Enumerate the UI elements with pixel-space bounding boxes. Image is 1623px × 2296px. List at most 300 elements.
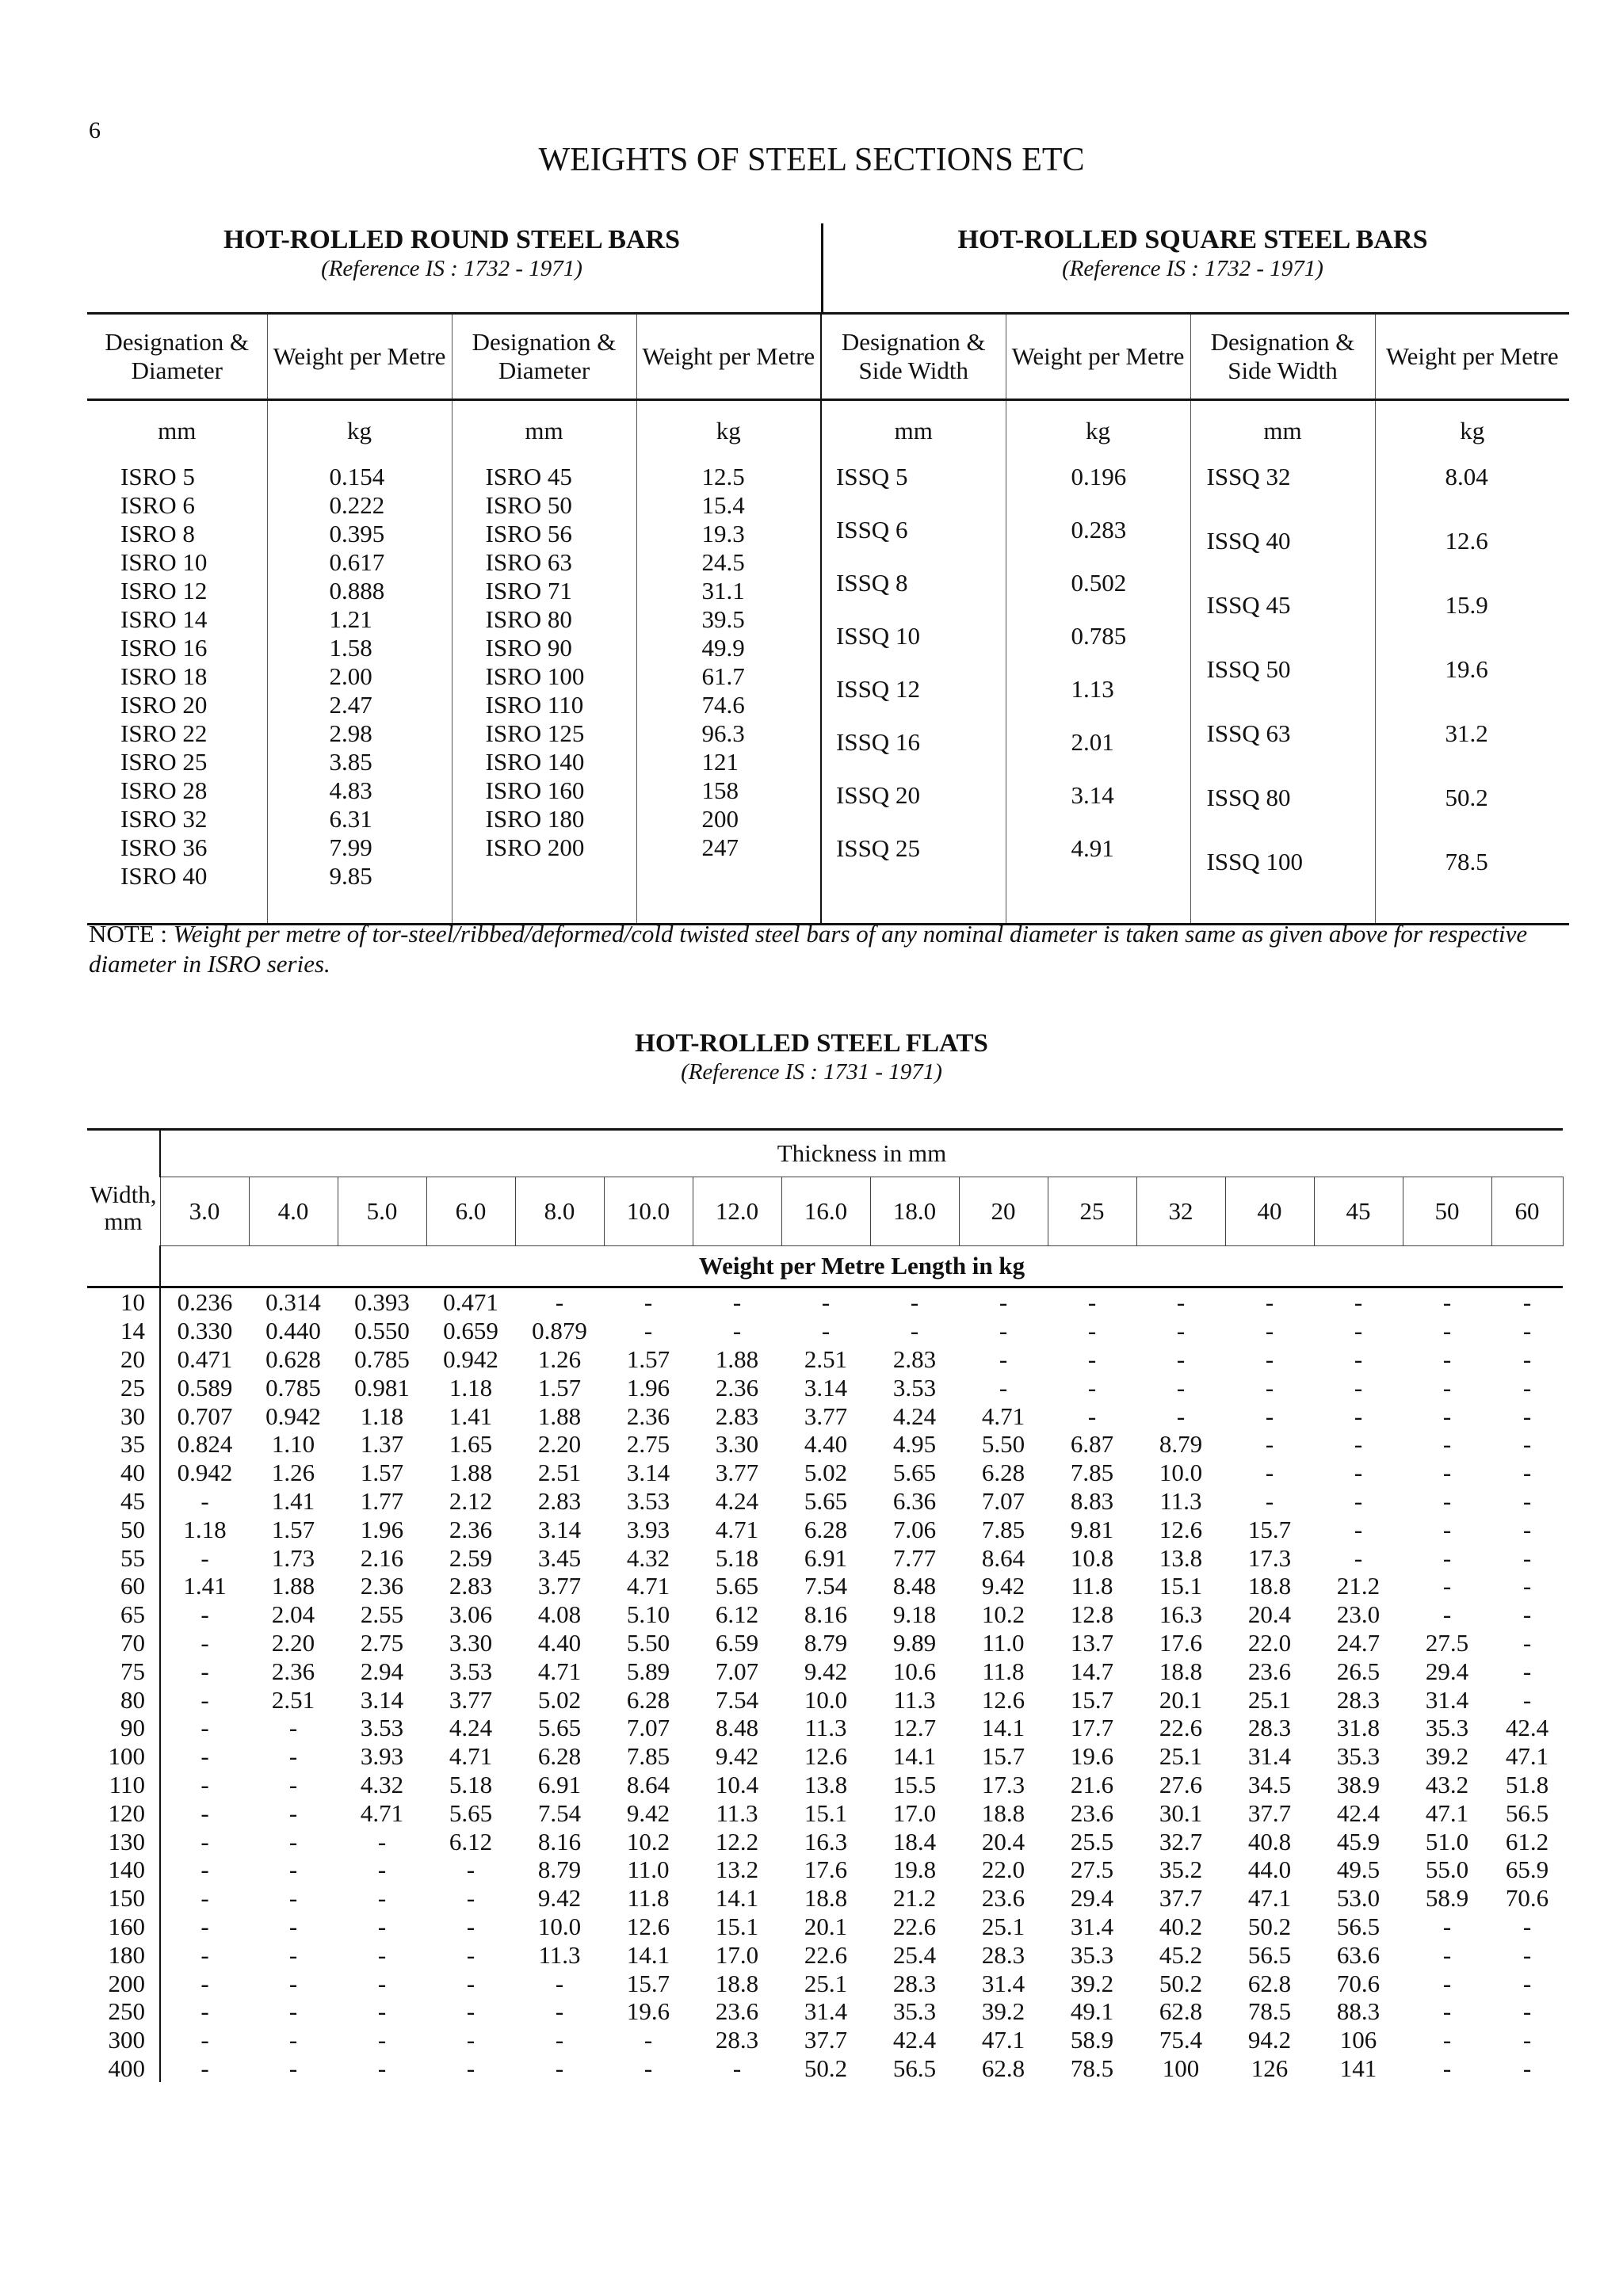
weight-cell: - (643, 2026, 653, 2054)
weight-cell: 61.2 (1505, 1827, 1549, 1855)
round-designation: ISRO 90 (485, 634, 572, 662)
weight-cell: 8.16 (537, 1827, 582, 1855)
table-row (87, 1345, 1563, 1374)
round-weight: 19.3 (701, 520, 745, 547)
weight-cell: 3.53 (449, 1657, 493, 1685)
weight-cell: - (643, 1317, 653, 1345)
round-weight: 2.47 (329, 691, 372, 719)
table-row (87, 1855, 1563, 1884)
weight-cell: 3.77 (537, 1572, 582, 1600)
weight-cell: 0.330 (177, 1317, 233, 1345)
round-weight: 4.83 (329, 776, 372, 804)
weight-cell: 35.3 (1425, 1714, 1469, 1742)
bars-unit-row (87, 400, 1569, 462)
weight-cell: 63.6 (1336, 1940, 1381, 1969)
round-weight: 6.31 (329, 805, 372, 833)
weight-cell: 6.28 (804, 1515, 848, 1543)
weight-cell: - (1522, 1940, 1532, 1969)
weight-cell: 3.14 (360, 1685, 404, 1714)
weight-cell: 0.314 (265, 1288, 321, 1317)
weight-cell: 4.24 (449, 1714, 493, 1742)
square-left-weights (1006, 461, 1190, 925)
weight-cell: 47.1 (981, 2026, 1025, 2054)
weight-cell: 25.5 (1070, 1827, 1114, 1855)
weight-cell: - (1176, 1402, 1186, 1430)
weight-cell: - (200, 1855, 209, 1884)
square-designation: ISSQ 45 (1206, 591, 1291, 619)
weight-cell: - (1442, 1940, 1452, 1969)
weight-cell: 5.65 (892, 1459, 937, 1487)
weight-caption: Weight per Metre Length in kg (160, 1246, 1563, 1287)
round-weight: 2.00 (329, 662, 372, 690)
weight-cell: - (1442, 1912, 1452, 1940)
square-designation: ISSQ 32 (1206, 463, 1291, 490)
note-text: Weight per metre of tor-steel/ribbed/deformed/cold twisted steel bars of any nominal diameter is taken same as given above for respective diameter in ISRO series. (89, 920, 1528, 978)
weight-cell: 12.8 (1070, 1600, 1114, 1629)
weight-cell: - (1522, 1402, 1532, 1430)
weight-cell: 0.981 (354, 1373, 410, 1402)
round-bars-title: HOT-ROLLED ROUND STEEL BARS (223, 225, 680, 254)
weight-cell: 8.64 (981, 1543, 1025, 1572)
weight-cell: 0.824 (177, 1430, 233, 1459)
weight-cell: - (200, 1912, 209, 1940)
square-designation: ISSQ 40 (1206, 527, 1291, 555)
weight-cell: 15.1 (804, 1798, 848, 1827)
square-col-designation-1: Designation & Side Width (821, 314, 1006, 400)
width-caption: Width, mm (87, 1130, 160, 1287)
weight-cell: - (200, 1940, 209, 1969)
weight-cell: 62.8 (1159, 1997, 1203, 2026)
thickness-header: 18.0 (870, 1177, 959, 1246)
thickness-header: 8.0 (515, 1177, 604, 1246)
weight-cell: - (910, 1317, 919, 1345)
table-row (87, 1969, 1563, 1997)
weight-cell: 50.2 (1159, 1969, 1203, 1997)
weight-cell: 9.42 (804, 1657, 848, 1685)
weight-cell: - (466, 1997, 475, 2026)
thickness-header: 6.0 (426, 1177, 515, 1246)
round-bars-heading (87, 225, 816, 282)
weight-cell: 4.40 (537, 1628, 582, 1657)
round-weight: 15.4 (701, 491, 745, 519)
round-weight: 3.85 (329, 748, 372, 776)
round-designation: ISRO 28 (120, 776, 208, 804)
weight-cell: - (200, 1685, 209, 1714)
weight-cell: - (377, 1997, 387, 2026)
weight-cell: - (377, 1884, 387, 1913)
weight-cell: 53.0 (1336, 1884, 1381, 1913)
weight-cell: 2.20 (537, 1430, 582, 1459)
weight-cell: 21.2 (892, 1884, 937, 1913)
weight-cell: - (1354, 1543, 1363, 1572)
width-cell: 160 (87, 1913, 160, 1941)
weight-cell: 35.3 (892, 1997, 937, 2026)
weight-cell: - (200, 1657, 209, 1685)
weight-cell: 7.85 (626, 1742, 670, 1771)
weight-cell: - (1265, 1288, 1274, 1317)
table-row (87, 1459, 1563, 1487)
weight-cell: 30.1 (1159, 1798, 1203, 1827)
weight-cell: 0.589 (177, 1373, 233, 1402)
weight-cell: 2.59 (449, 1543, 493, 1572)
round-weight: 96.3 (701, 719, 745, 747)
square-weight: 1.13 (1071, 675, 1114, 703)
weight-cell: - (200, 1770, 209, 1798)
weight-cell: 4.32 (360, 1770, 404, 1798)
weight-cell: - (1176, 1288, 1186, 1317)
weight-cell: 1.96 (626, 1373, 670, 1402)
weight-cell: 35.2 (1159, 1855, 1203, 1884)
weight-cell: 12.6 (626, 1912, 670, 1940)
weight-cell: - (1442, 1402, 1452, 1430)
weight-cell: 1.88 (449, 1459, 493, 1487)
square-weight: 2.01 (1071, 728, 1114, 756)
weight-cell: 4.71 (715, 1515, 759, 1543)
square-weight: 31.2 (1445, 719, 1488, 747)
heading-divider (821, 223, 823, 312)
weight-cell: - (1522, 1572, 1532, 1600)
weight-cell: - (1442, 1543, 1452, 1572)
weight-cell: 28.3 (715, 2026, 759, 2054)
bars-table (87, 312, 1569, 925)
round-weight: 200 (701, 805, 739, 833)
weight-cell: 2.83 (537, 1486, 582, 1515)
round-col-designation-1: Designation & Diameter (87, 314, 267, 400)
weight-cell: 12.6 (1159, 1515, 1203, 1543)
weight-cell: 15.1 (715, 1912, 759, 1940)
weight-cell: - (1087, 1344, 1097, 1373)
weight-cell: 62.8 (1247, 1969, 1292, 1997)
weight-cell: 16.3 (1159, 1600, 1203, 1629)
weight-cell: 6.28 (626, 1685, 670, 1714)
table-row (87, 1487, 1563, 1516)
round-left-designations (87, 461, 267, 925)
weight-cell: 2.20 (271, 1628, 315, 1657)
weight-cell: 3.93 (626, 1515, 670, 1543)
weight-cell: 7.07 (626, 1714, 670, 1742)
weight-cell: - (1354, 1459, 1363, 1487)
weight-cell: 3.14 (537, 1515, 582, 1543)
weight-cell: 18.8 (981, 1798, 1025, 1827)
weight-cell: - (1176, 1344, 1186, 1373)
weight-cell: 70.6 (1505, 1884, 1549, 1913)
weight-cell: 5.10 (626, 1600, 670, 1629)
weight-cell: - (821, 1317, 831, 1345)
weight-cell: 6.36 (892, 1486, 937, 1515)
weight-cell: - (200, 1543, 209, 1572)
weight-cell: - (466, 2026, 475, 2054)
weight-cell: 3.93 (360, 1742, 404, 1771)
weight-cell: 15.7 (981, 1742, 1025, 1771)
weight-cell: 1.57 (360, 1459, 404, 1487)
weight-cell: 17.0 (892, 1798, 937, 1827)
weight-cell: 42.4 (1505, 1714, 1549, 1742)
square-designation: ISSQ 16 (836, 728, 920, 756)
weight-cell: - (288, 1742, 298, 1771)
weight-cell: 2.36 (360, 1572, 404, 1600)
weight-cell: 15.1 (1159, 1572, 1203, 1600)
square-designation: ISSQ 25 (836, 834, 920, 862)
weight-cell: 1.77 (360, 1486, 404, 1515)
weight-cell: 8.79 (537, 1855, 582, 1884)
weight-cell: - (555, 2026, 564, 2054)
weight-cell: 44.0 (1247, 1855, 1292, 1884)
weight-cell: - (200, 1827, 209, 1855)
note (89, 919, 1547, 979)
weight-cell: - (200, 1798, 209, 1827)
width-cell: 70 (87, 1629, 160, 1657)
width-cell: 40 (87, 1459, 160, 1487)
weight-cell: - (1442, 1317, 1452, 1345)
weight-cell: 94.2 (1247, 2026, 1292, 2054)
weight-cell: 25.1 (804, 1969, 848, 1997)
flats-heading (0, 1028, 1623, 1085)
weight-cell: 15.7 (1247, 1515, 1292, 1543)
weight-cell: - (999, 1288, 1008, 1317)
round-designation: ISRO 180 (485, 805, 585, 833)
weight-cell: 12.6 (981, 1685, 1025, 1714)
round-weight: 49.9 (701, 634, 745, 662)
round-weight: 0.222 (329, 491, 385, 519)
flats-reference: (Reference IS : 1731 - 1971) (681, 1059, 942, 1085)
weight-cell: 22.6 (1159, 1714, 1203, 1742)
weight-cell: 0.440 (265, 1317, 321, 1345)
square-col-designation-2: Designation & Side Width (1190, 314, 1375, 400)
weight-cell: - (555, 1969, 564, 1997)
round-weight: 31.1 (701, 577, 745, 605)
weight-cell: 7.07 (981, 1486, 1025, 1515)
weight-cell: 62.8 (981, 2054, 1025, 2082)
square-designation: ISSQ 10 (836, 622, 920, 650)
weight-cell: - (1442, 1515, 1452, 1543)
weight-cell: - (200, 1486, 209, 1515)
note-label: NOTE : (89, 920, 168, 948)
weight-cell: 8.83 (1070, 1486, 1114, 1515)
round-designation: ISRO 10 (120, 548, 208, 576)
weight-cell: 65.9 (1505, 1855, 1549, 1884)
weight-cell: 18.8 (1159, 1657, 1203, 1685)
weight-cell: - (377, 2054, 387, 2082)
weight-cell: 70.6 (1336, 1969, 1381, 1997)
thickness-header: 20 (959, 1177, 1048, 1246)
round-right-designations (452, 461, 636, 925)
round-weight: 0.154 (329, 463, 385, 490)
unit-kg: kg (1006, 400, 1190, 462)
weight-cell: - (377, 1912, 387, 1940)
weight-cell: 14.1 (626, 1940, 670, 1969)
weight-cell: 0.942 (265, 1402, 321, 1430)
table-row (87, 2026, 1563, 2054)
weight-cell: - (1442, 1486, 1452, 1515)
weight-cell: - (555, 1997, 564, 2026)
weight-cell: - (1522, 1600, 1532, 1629)
weight-cell: 1.26 (537, 1344, 582, 1373)
weight-cell: 56.5 (892, 2054, 937, 2082)
weight-cell: - (466, 1884, 475, 1913)
weight-cell: 5.18 (449, 1770, 493, 1798)
weight-cell: 1.41 (449, 1402, 493, 1430)
weight-cell: - (1522, 1288, 1532, 1317)
weight-cell: - (200, 2026, 209, 2054)
weight-cell: - (1522, 1515, 1532, 1543)
weight-cell: 18.4 (892, 1827, 937, 1855)
weight-cell: 6.12 (715, 1600, 759, 1629)
thickness-header: 5.0 (338, 1177, 426, 1246)
weight-cell: 9.89 (892, 1628, 937, 1657)
weight-cell: 23.6 (1070, 1798, 1114, 1827)
weight-cell: 2.16 (360, 1543, 404, 1572)
weight-cell: - (1522, 1657, 1532, 1685)
weight-cell: - (288, 1855, 298, 1884)
weight-cell: 37.7 (1247, 1798, 1292, 1827)
weight-cell: 42.4 (892, 2026, 937, 2054)
weight-cell: 35.3 (1070, 1940, 1114, 1969)
thickness-header: 25 (1048, 1177, 1136, 1246)
round-weight: 0.617 (329, 548, 385, 576)
weight-cell: - (555, 1288, 564, 1317)
weight-cell: 0.393 (354, 1288, 410, 1317)
weight-cell: 5.65 (449, 1798, 493, 1827)
weight-cell: - (999, 1373, 1008, 1402)
round-designation: ISRO 5 (120, 463, 195, 490)
weight-cell: 5.18 (715, 1543, 759, 1572)
square-col-weight-2: Weight per Metre (1375, 314, 1569, 400)
weight-cell: - (1522, 1912, 1532, 1940)
thickness-header: 60 (1491, 1177, 1563, 1246)
thickness-header: 3.0 (160, 1177, 249, 1246)
weight-cell: - (1522, 2026, 1532, 2054)
weight-cell: 10.0 (804, 1685, 848, 1714)
weight-cell: 31.4 (1070, 1912, 1114, 1940)
weight-cell: 21.2 (1336, 1572, 1381, 1600)
weight-cell: 1.73 (271, 1543, 315, 1572)
weight-cell: 78.5 (1247, 1997, 1292, 2026)
round-designation: ISRO 8 (120, 520, 195, 547)
round-col-weight-1: Weight per Metre (267, 314, 452, 400)
weight-cell: 8.64 (626, 1770, 670, 1798)
square-designation: ISSQ 20 (836, 781, 920, 809)
weight-cell: 45.9 (1336, 1827, 1381, 1855)
weight-cell: - (466, 1940, 475, 1969)
weight-cell: 2.36 (271, 1657, 315, 1685)
weight-cell: 1.18 (449, 1373, 493, 1402)
width-cell: 20 (87, 1345, 160, 1374)
weight-cell: 19.6 (626, 1997, 670, 2026)
weight-cell: 1.26 (271, 1459, 315, 1487)
width-cell: 55 (87, 1543, 160, 1572)
weight-cell: - (200, 1714, 209, 1742)
weight-cell: - (1442, 1288, 1452, 1317)
table-row (87, 1884, 1563, 1913)
weight-cell: - (1522, 1969, 1532, 1997)
weight-cell: 14.1 (981, 1714, 1025, 1742)
table-row (87, 1430, 1563, 1459)
weight-cell: 3.53 (892, 1373, 937, 1402)
width-cell: 75 (87, 1657, 160, 1685)
weight-cell: 4.32 (626, 1543, 670, 1572)
weight-cell: 8.48 (892, 1572, 937, 1600)
weight-cell: 11.3 (538, 1940, 581, 1969)
weight-cell: 9.81 (1070, 1515, 1114, 1543)
weight-cell: 13.2 (715, 1855, 759, 1884)
square-designation: ISSQ 5 (836, 463, 908, 490)
weight-cell: - (1442, 1430, 1452, 1459)
weight-cell: - (1265, 1373, 1274, 1402)
square-weight: 0.502 (1071, 569, 1127, 597)
weight-cell: - (288, 2026, 298, 2054)
weight-cell: - (821, 1288, 831, 1317)
round-designation: ISRO 200 (485, 833, 585, 861)
weight-cell: 3.30 (715, 1430, 759, 1459)
weight-cell: 14.7 (1070, 1657, 1114, 1685)
thickness-header: 32 (1136, 1177, 1225, 1246)
weight-cell: 23.6 (715, 1997, 759, 2026)
weight-cell: 4.71 (626, 1572, 670, 1600)
weight-cell: - (200, 1628, 209, 1657)
weight-cell: 49.1 (1070, 1997, 1114, 2026)
weight-cell: 7.06 (892, 1515, 937, 1543)
weight-cell: 6.12 (449, 1827, 493, 1855)
weight-cell: 18.8 (804, 1884, 848, 1913)
weight-cell: - (377, 1940, 387, 1969)
weight-cell: 12.6 (804, 1742, 848, 1771)
width-cell: 90 (87, 1714, 160, 1742)
weight-cell: 9.42 (626, 1798, 670, 1827)
weight-cell: 8.16 (804, 1600, 848, 1629)
weight-cell: 1.18 (183, 1515, 227, 1543)
weight-cell: - (1522, 1685, 1532, 1714)
unit-kg: kg (1375, 400, 1569, 462)
weight-cell: 13.7 (1070, 1628, 1114, 1657)
weight-cell: - (555, 2054, 564, 2082)
weight-cell: 17.6 (804, 1855, 848, 1884)
weight-cell: 0.471 (443, 1288, 498, 1317)
weight-cell: - (200, 1969, 209, 1997)
weight-cell: 23.0 (1336, 1600, 1381, 1629)
weight-cell: 6.91 (537, 1770, 582, 1798)
weight-cell: - (288, 1912, 298, 1940)
weight-cell: 17.0 (715, 1940, 759, 1969)
weight-cell: - (1354, 1402, 1363, 1430)
thickness-header: 50 (1403, 1177, 1491, 1246)
round-designation: ISRO 160 (485, 776, 585, 804)
round-weight: 2.98 (329, 719, 372, 747)
weight-cell: 3.53 (360, 1714, 404, 1742)
round-weight: 74.6 (701, 691, 745, 719)
weight-cell: - (1354, 1288, 1363, 1317)
weight-cell: 22.0 (981, 1855, 1025, 1884)
round-weight: 1.21 (329, 605, 372, 633)
weight-cell: 7.54 (715, 1685, 759, 1714)
weight-cell: - (1265, 1430, 1274, 1459)
weight-cell: 0.942 (177, 1459, 233, 1487)
table-row (87, 1798, 1563, 1827)
weight-cell: 29.4 (1425, 1657, 1469, 1685)
weight-cell: 11.3 (1159, 1486, 1202, 1515)
round-weight: 247 (701, 833, 739, 861)
weight-cell: 2.36 (626, 1402, 670, 1430)
weight-cell: 6.59 (715, 1628, 759, 1657)
thickness-caption: Thickness in mm (160, 1130, 1563, 1177)
square-weight: 15.9 (1445, 591, 1488, 619)
weight-cell: - (200, 1884, 209, 1913)
weight-cell: - (466, 1969, 475, 1997)
round-designation: ISRO 140 (485, 748, 585, 776)
width-cell: 200 (87, 1969, 160, 1997)
table-row (87, 1742, 1563, 1771)
weight-cell: 40.2 (1159, 1912, 1203, 1940)
weight-cell: - (1354, 1486, 1363, 1515)
